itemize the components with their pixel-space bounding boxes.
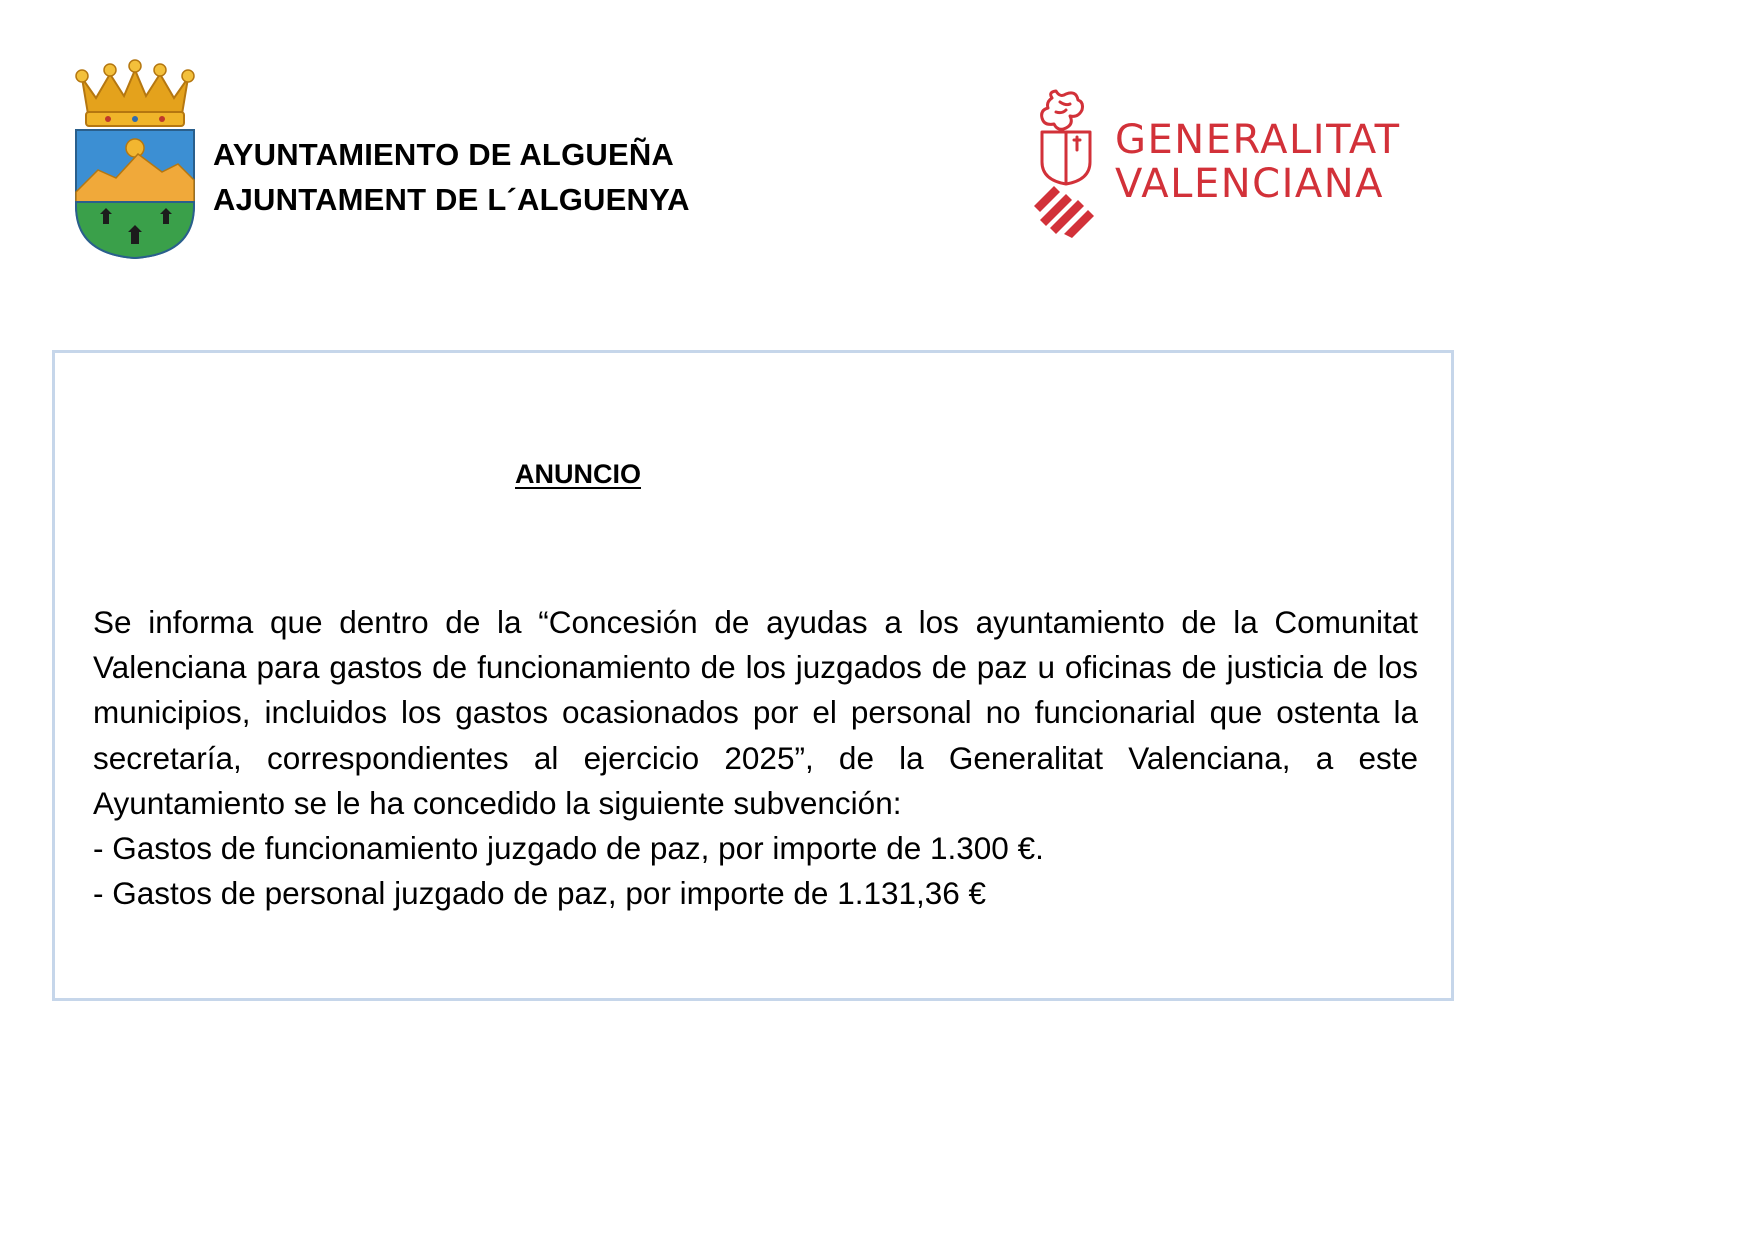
notice-item-functioning-expenses: - Gastos de funcionamiento juzgado de paz, por importe de 1.300 €.: [93, 830, 1044, 867]
council-names: [213, 132, 690, 222]
notice-item-personnel-expenses: - Gastos de personal juzgado de paz, por importe de 1.131,36 €: [93, 875, 987, 912]
council-name-valencian: AJUNTAMENT DE L´ALGUENYA: [213, 182, 690, 217]
gv-wordmark-line1: GENERALITAT: [1115, 117, 1401, 163]
gv-wordmark-line2: VALENCIANA: [1115, 161, 1385, 207]
notice-paragraph: Se informa que dentro de la “Concesión de ayudas a los ayuntamiento de la Comunitat Valenciana para gastos de funcionamiento de los juzgados de paz u oficinas de justicia de los municipios, incluidos los gastos ocasionados por el personal no funcionarial que ostenta la secretaría, correspondientes al ejercicio 2025”, de la Generalitat Valenciana, a este Ayuntamiento se le ha concedido la siguiente subvención:: [93, 604, 1418, 821]
notice-title: ANUNCIO: [515, 459, 641, 489]
coat-of-arms-logo: [68, 54, 202, 260]
notice-body: [93, 600, 1418, 916]
generalitat-valenciana-logo: [1030, 88, 1401, 243]
generalitat-emblem-icon: [1030, 88, 1105, 238]
notice-box: [52, 350, 1454, 1001]
crown-icon: [76, 60, 194, 126]
council-name-spanish: AYUNTAMIENTO DE ALGUEÑA: [213, 137, 675, 172]
generalitat-wordmark: [1115, 118, 1401, 206]
